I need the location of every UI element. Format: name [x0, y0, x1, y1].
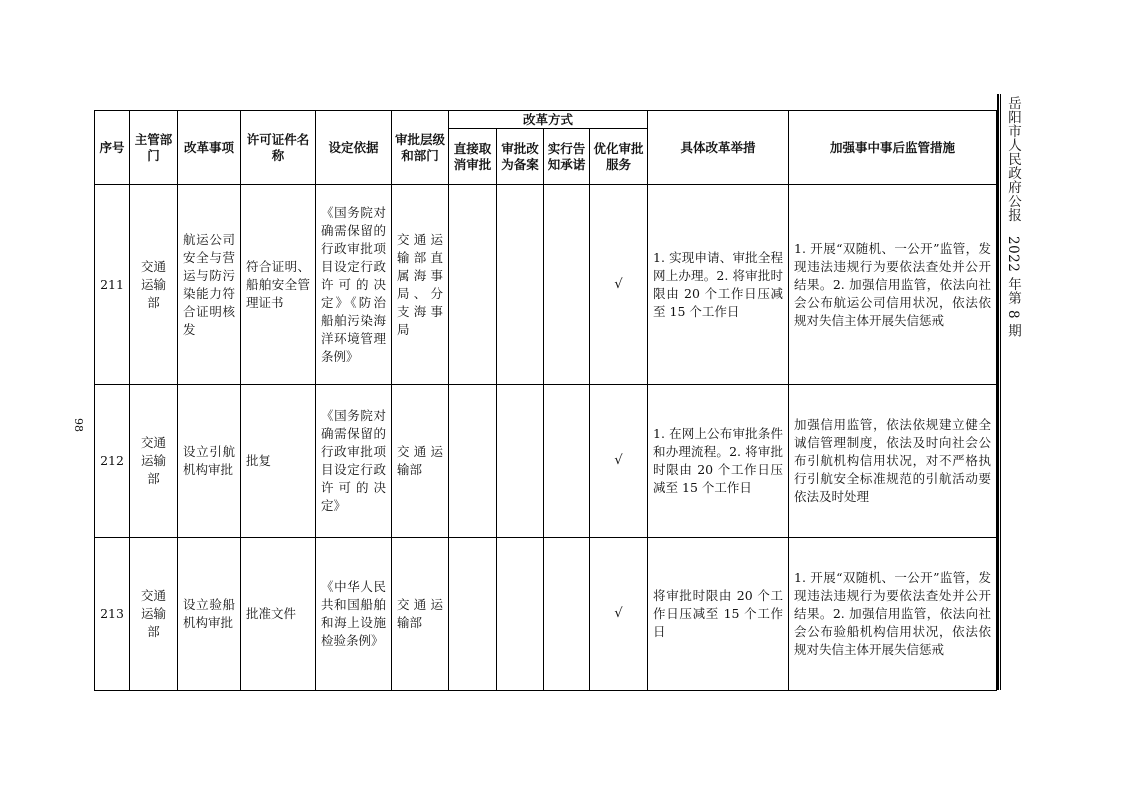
reform-items-table	[94, 110, 997, 691]
cell-item: 设立引航机构审批	[178, 385, 241, 538]
header-method-optimize: 优化审批服务	[590, 129, 648, 185]
cell-dept: 交通运输部	[130, 385, 178, 538]
cell-measures: 1. 在网上公布审批条件和办理流程。2. 将审批时限由 20 个工作日压减至 15 个工作日	[648, 385, 789, 538]
cell-level: 交通运输部直属海事局、分支海事局	[392, 185, 449, 385]
cell-method-notify	[544, 385, 590, 538]
cell-basis: 《国务院对确需保留的行政审批项目设定行政许可的决定》	[316, 385, 392, 538]
cell-dept: 交通运输部	[130, 185, 178, 385]
cell-seq: 212	[95, 385, 130, 538]
table-row	[95, 385, 997, 538]
header-method-notify: 实行告知承诺	[544, 129, 590, 185]
running-header	[1003, 96, 1023, 338]
cell-license: 符合证明、船舶安全管理证书	[241, 185, 316, 385]
cell-basis: 《国务院对确需保留的行政审批项目设定行政许可的决定》《防治船舶污染海洋环境管理条例》	[316, 185, 392, 385]
cell-basis: 《中华人民共和国船舶和海上设施检验条例》	[316, 538, 392, 691]
issue-label: 2022 年第 8 期	[1005, 236, 1021, 338]
cell-level: 交通运输部	[392, 538, 449, 691]
cell-method-cancel	[449, 185, 497, 385]
header-method-filing: 审批改为备案	[497, 129, 544, 185]
table-row	[95, 538, 997, 691]
cell-supervision: 1. 开展“双随机、一公开”监管，发现违法违规行为要依法查处并公开结果。2. 加强信用监管，依法向社会公布验船机构信用状况，依法依规对失信主体开展失信惩戒	[789, 538, 997, 691]
cell-license: 批复	[241, 385, 316, 538]
checkmark-optimize: √	[590, 538, 648, 691]
checkmark-optimize: √	[590, 385, 648, 538]
header-dept: 主管部门	[130, 111, 178, 185]
header-item: 改革事项	[178, 111, 241, 185]
table-row	[95, 185, 997, 385]
cell-method-notify	[544, 538, 590, 691]
cell-method-filing	[497, 185, 544, 385]
header-level: 审批层级和部门	[392, 111, 449, 185]
header-seq: 序号	[95, 111, 130, 185]
table-header-row	[95, 111, 997, 129]
cell-method-cancel	[449, 538, 497, 691]
cell-supervision: 加强信用监管，依法依规建立健全诚信管理制度，依法及时向社会公布引航机构信用状况，对不严格执行引航安全标准规范的引航活动要依法及时处理	[789, 385, 997, 538]
cell-item: 航运公司安全与营运与防污染能力符合证明核发	[178, 185, 241, 385]
header-rule-thin	[1000, 94, 1001, 690]
header-reform-method: 改革方式	[449, 111, 648, 129]
cell-method-notify	[544, 185, 590, 385]
cell-item: 设立验船机构审批	[178, 538, 241, 691]
cell-measures: 1. 实现申请、审批全程网上办理。2. 将审批时限由 20 个工作日压减至 15 个工作日	[648, 185, 789, 385]
cell-method-cancel	[449, 385, 497, 538]
cell-license: 批准文件	[241, 538, 316, 691]
header-basis: 设定依据	[316, 111, 392, 185]
cell-seq: 213	[95, 538, 130, 691]
header-method-cancel: 直接取消审批	[449, 129, 497, 185]
publication-title: 岳阳市人民政府公报	[1005, 96, 1021, 222]
cell-seq: 211	[95, 185, 130, 385]
page-number: 98	[72, 418, 85, 432]
checkmark-optimize: √	[590, 185, 648, 385]
header-supervision: 加强事中事后监管措施	[789, 111, 997, 185]
cell-dept: 交通运输部	[130, 538, 178, 691]
header-license: 许可证件名称	[241, 111, 316, 185]
cell-measures: 将审批时限由 20 个工作日压减至 15 个工作日	[648, 538, 789, 691]
cell-method-filing	[497, 385, 544, 538]
cell-supervision: 1. 开展“双随机、一公开”监管，发现违法违规行为要依法查处并公开结果。2. 加强信用监管，依法向社会公布航运公司信用状况，依法依规对失信主体开展失信惩戒	[789, 185, 997, 385]
header-measures: 具体改革举措	[648, 111, 789, 185]
cell-level: 交通运输部	[392, 385, 449, 538]
cell-method-filing	[497, 538, 544, 691]
header-rule-thick	[997, 94, 999, 690]
